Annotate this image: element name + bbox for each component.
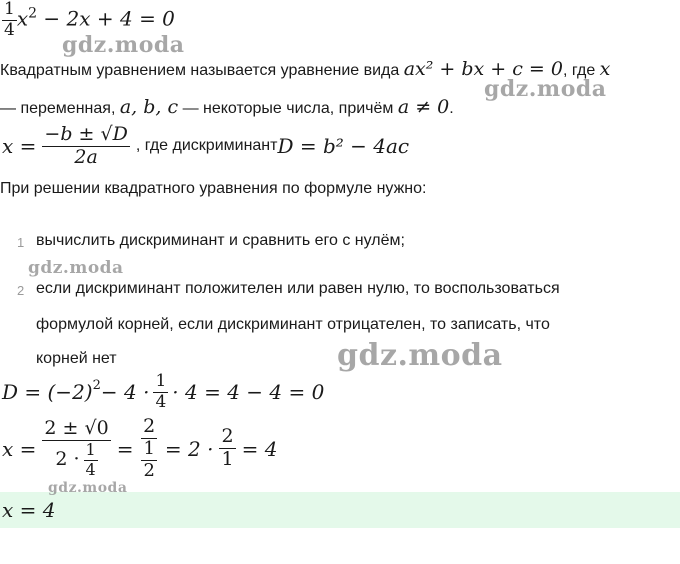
step-1-number: 1 (17, 235, 25, 250)
discriminant-calc: D = (−2) $^2$ − 4 · $\frac{1}{4}$ · 4 = 4 − 4 = 0 (2, 371, 325, 412)
answer-highlight (0, 492, 680, 528)
root-main-fraction: 2 ± √0 2 · $\frac{1}{4}$ (44, 417, 109, 479)
watermark: gdz.moda (48, 480, 128, 496)
definition-line-2: — переменная, a, b, c — некоторые числа, причём a ≠ 0. (0, 96, 454, 118)
solving-intro: При решении квадратного уравнения по формуле нужно: (0, 180, 427, 197)
step-1-text: вычислить дискриминант и сравнить его с нулём; (36, 232, 405, 249)
root-second-fraction: $\frac{2}{\frac{1}{2}}$ (143, 415, 156, 481)
fraction-one-quarter: $\frac{1}{4}$ (4, 0, 15, 40)
step-2-text-line-2: формулой корней, если дискриминант отрицателен, то записать, что (36, 316, 550, 333)
watermark: gdz.moda (484, 76, 607, 102)
step-2-text-line-3: корней нет (36, 350, 117, 367)
root-third-fraction: $\frac{2}{1}$ (221, 425, 234, 471)
calc1-fraction: $\frac{1}{4}$ (155, 371, 167, 412)
watermark: gdz.moda (62, 32, 185, 58)
roots-fraction: $\frac{-b \pm √D}{2a}$ (44, 123, 128, 168)
given-equation: $\frac{1}{4}$ $x^2 - 2x + 4 = 0$ (4, 0, 175, 40)
step-2-text-line-1: если дискриминант положителен или равен нулю, то воспользоваться (36, 280, 560, 297)
watermark: gdz.moda (28, 258, 124, 278)
step-2-number: 2 (17, 283, 25, 298)
answer-text: x = 4 (2, 498, 56, 522)
root-calc: x = 2 ± √0 2 · $\frac{1}{4}$ = $\frac{2}{\frac{1}{2}}$ = 2 · $\frac{2}{1}$ = 4 (2, 415, 278, 481)
watermark: gdz.moda (337, 338, 503, 373)
definition-line-1: Квадратным уравнением называется уравнение вида ax² + bx + c = 0, где x (0, 58, 611, 80)
roots-formula: x = $\frac{-b \pm √D}{2a}$ , где дискриминант D = b² − 4ac (2, 123, 410, 168)
